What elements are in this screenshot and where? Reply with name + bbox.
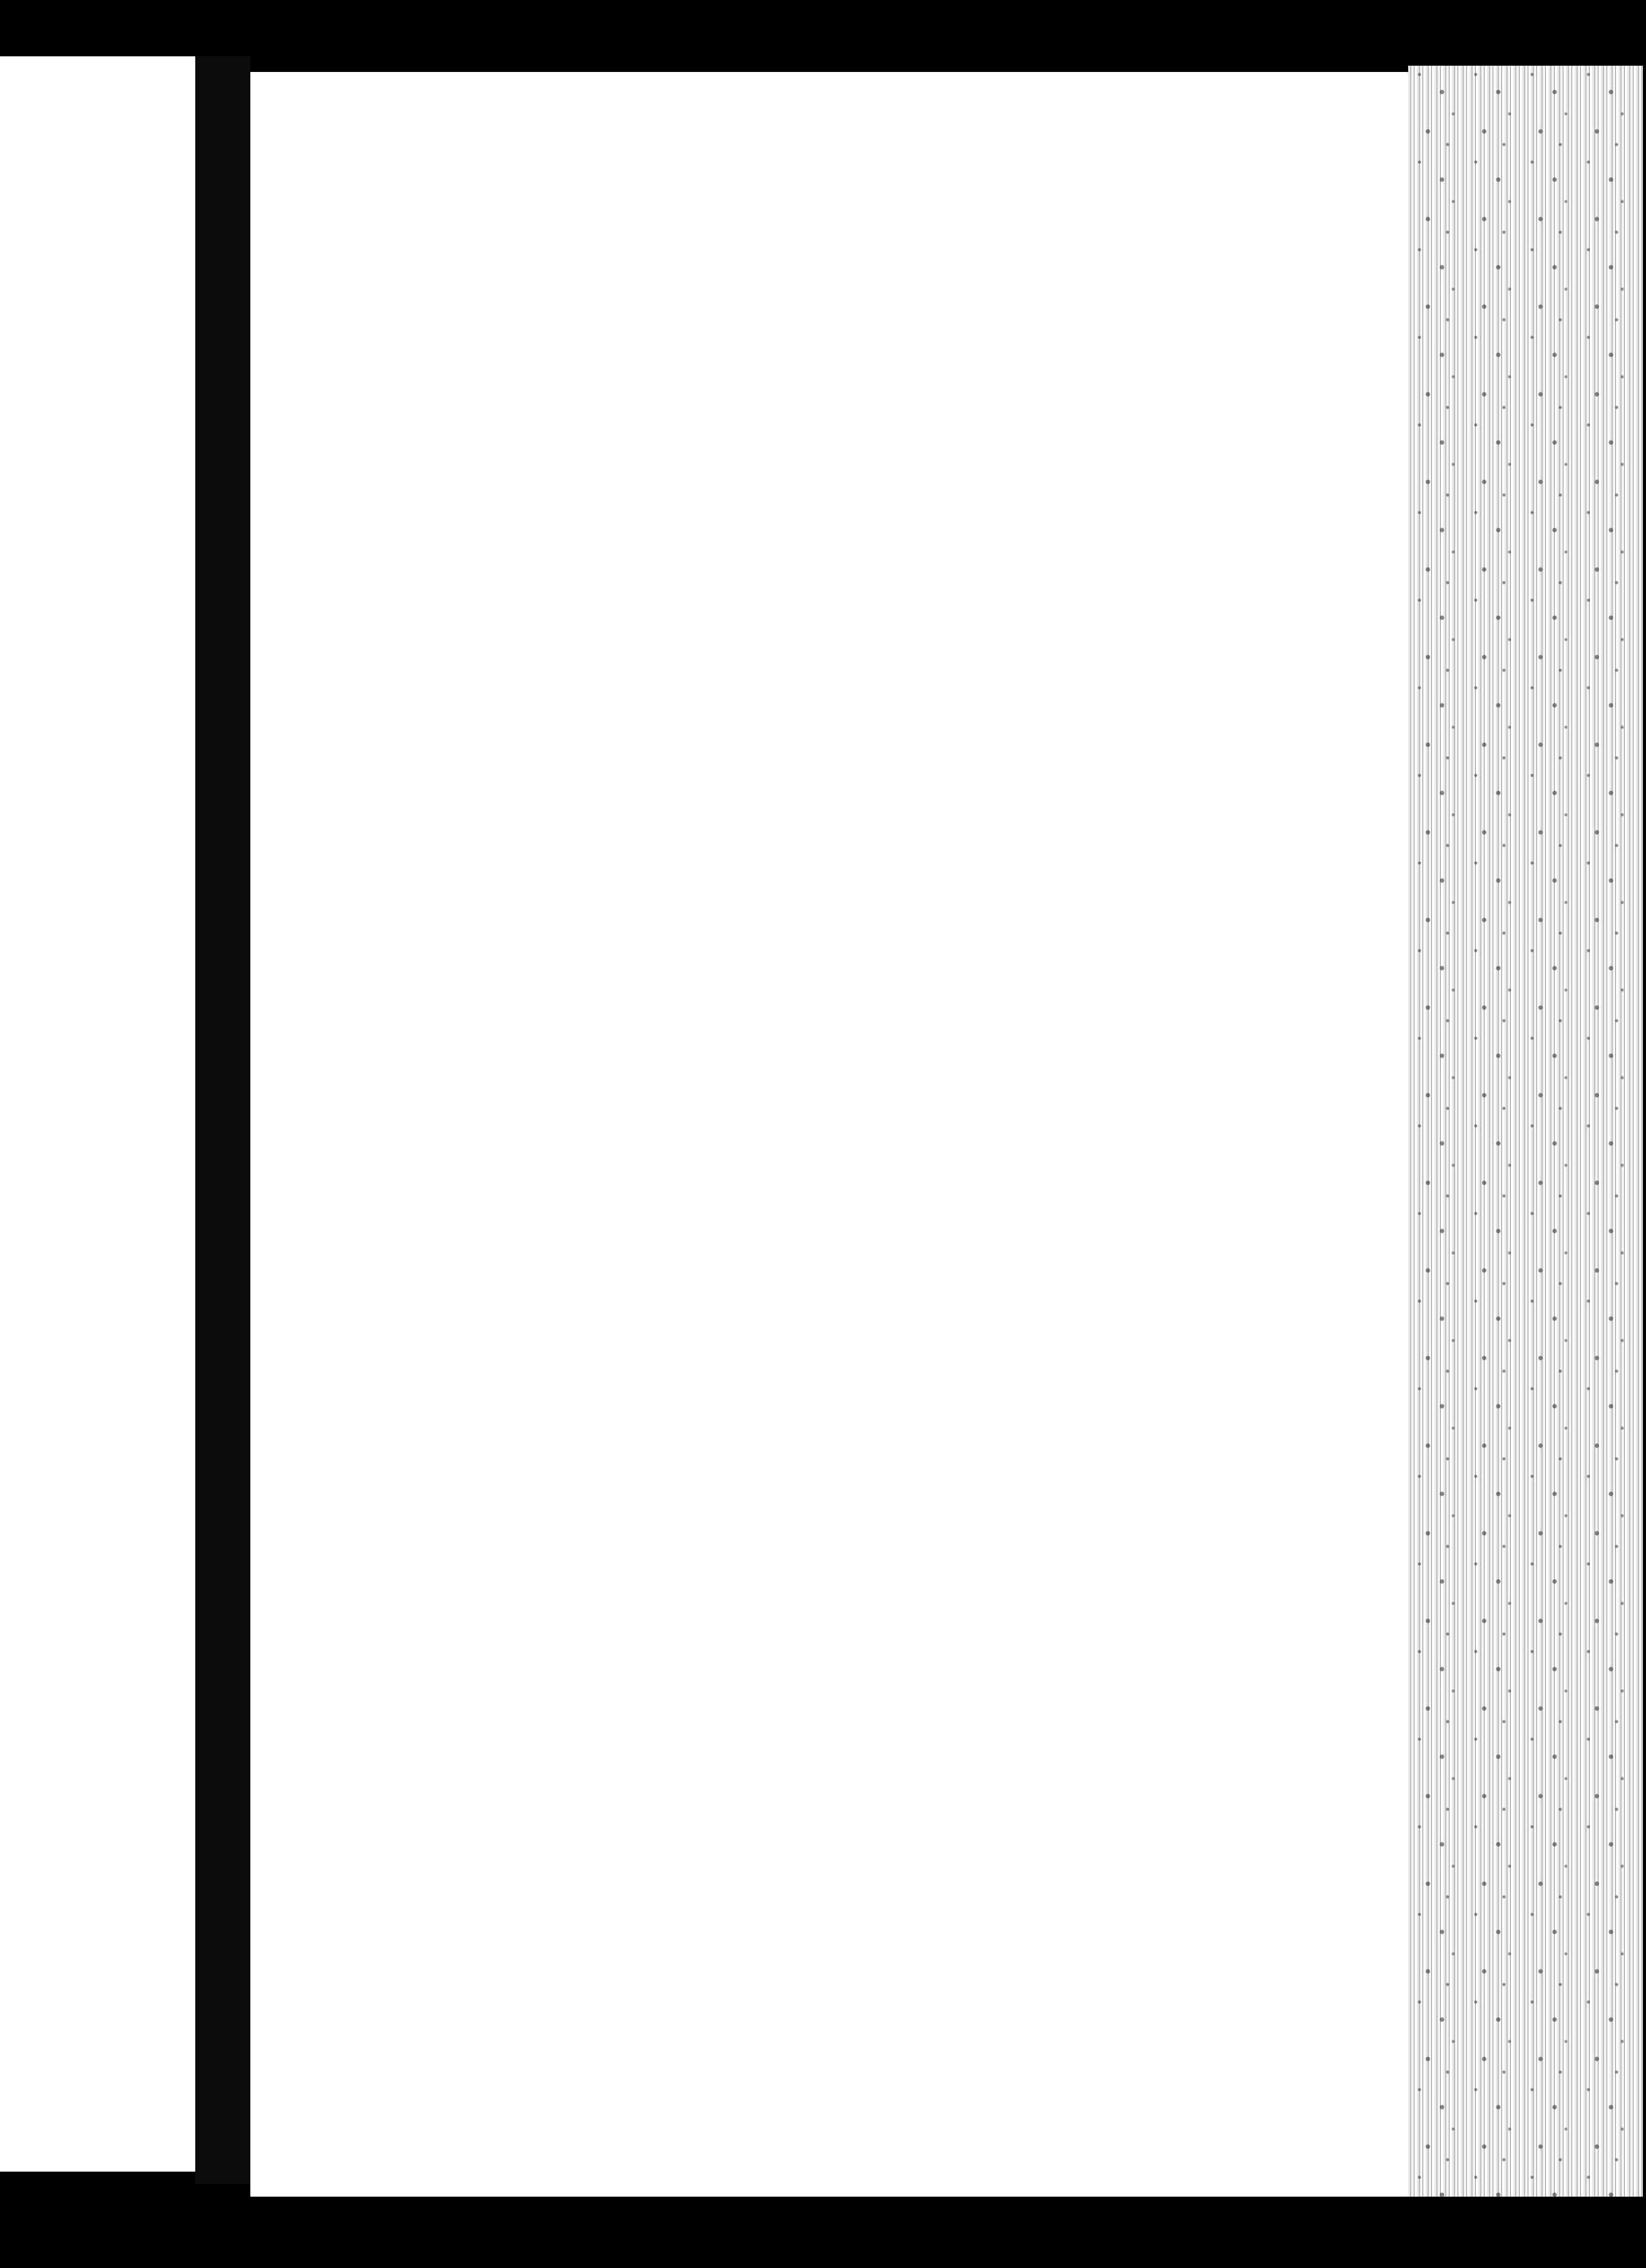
right-page bbox=[250, 72, 1421, 2197]
book-gutter bbox=[195, 56, 250, 2184]
left-page-fragment bbox=[0, 56, 195, 2172]
page-edge-stack bbox=[1408, 66, 1643, 2197]
